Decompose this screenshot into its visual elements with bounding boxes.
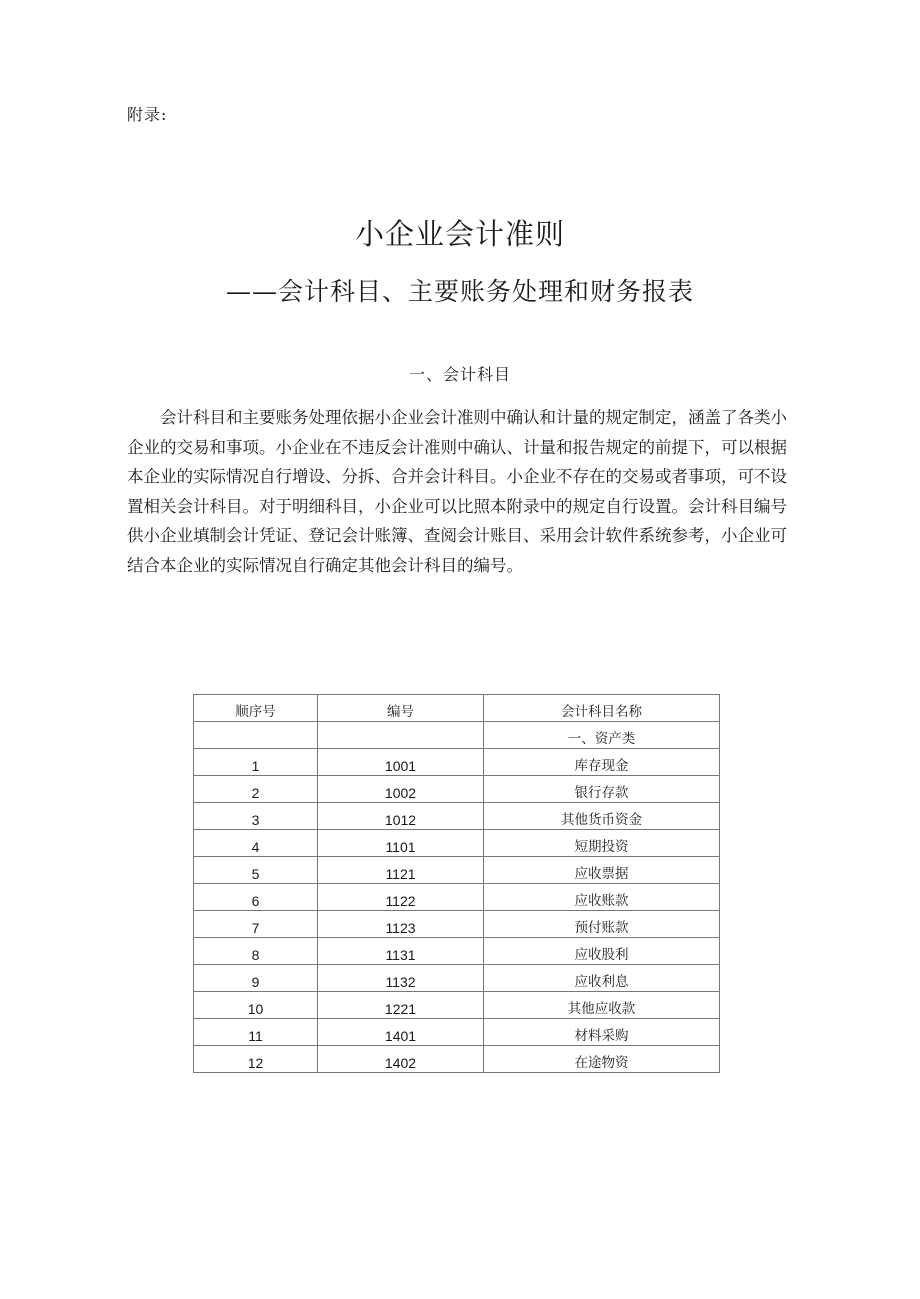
cell-name: 应收股利: [484, 938, 720, 965]
cell-code: 1132: [318, 965, 484, 992]
cell-code: 1122: [318, 884, 484, 911]
cell-seq: 11: [194, 1019, 318, 1046]
cell-seq: 10: [194, 992, 318, 1019]
table-row: [194, 1019, 720, 1046]
cell-name: 预付账款: [484, 911, 720, 938]
category-code: [318, 722, 484, 749]
table-row: [194, 992, 720, 1019]
category-name: 一、资产类: [484, 722, 720, 749]
cell-name: 库存现金: [484, 749, 720, 776]
cell-seq: 7: [194, 911, 318, 938]
table-row: [194, 830, 720, 857]
document-title: 小企业会计准则: [354, 217, 565, 251]
cell-seq: 4: [194, 830, 318, 857]
cell-name: 短期投资: [484, 830, 720, 857]
table-header-row: [194, 695, 720, 722]
cell-seq: 3: [194, 803, 318, 830]
table-row: [194, 803, 720, 830]
table-row: [194, 749, 720, 776]
cell-name: 在途物资: [484, 1046, 720, 1073]
cell-seq: 1: [194, 749, 318, 776]
cell-name: 其他应收款: [484, 992, 720, 1019]
table-row: [194, 938, 720, 965]
cell-name: 其他货币资金: [484, 803, 720, 830]
appendix-label: 附录:: [127, 105, 168, 124]
cell-name: 应收账款: [484, 884, 720, 911]
table-body: [194, 722, 720, 1073]
header-seq: 顺序号: [194, 695, 318, 722]
cell-seq: 12: [194, 1046, 318, 1073]
cell-code: 1221: [318, 992, 484, 1019]
cell-code: 1001: [318, 749, 484, 776]
table-row: [194, 884, 720, 911]
cell-name: 应收票据: [484, 857, 720, 884]
cell-code: 1012: [318, 803, 484, 830]
cell-code: 1402: [318, 1046, 484, 1073]
cell-name: 应收利息: [484, 965, 720, 992]
cell-code: 1121: [318, 857, 484, 884]
intro-paragraph: 会计科目和主要账务处理依据小企业会计准则中确认和计量的规定制定，涵盖了各类小企业的交易和事项。小企业在不违反会计准则中确认、计量和报告规定的前提下，可以根据本企业的实际情况自行增设、分拆、合并会计科目。小企业不存在的交易或者事项，可不设置相关会计科目。对于明细科目，小企业可以比照本附录中的规定自行设置。会计科目编号供小企业填制会计凭证、登记会计账簿、查阅会计账目、采用会计软件系统参考，小企业可结合本企业的实际情况自行确定其他会计科目的编号。: [127, 408, 787, 575]
cell-code: 1002: [318, 776, 484, 803]
table-row: [194, 776, 720, 803]
cell-seq: 2: [194, 776, 318, 803]
cell-code: 1101: [318, 830, 484, 857]
cell-seq: 8: [194, 938, 318, 965]
header-name: 会计科目名称: [484, 695, 720, 722]
cell-seq: 6: [194, 884, 318, 911]
accounts-table: [193, 694, 720, 1073]
cell-name: 银行存款: [484, 776, 720, 803]
document-subtitle: ——会计科目、主要账务处理和财务报表: [225, 277, 694, 306]
cell-name: 材料采购: [484, 1019, 720, 1046]
table-row: [194, 1046, 720, 1073]
table-row: [194, 965, 720, 992]
table-row: [194, 857, 720, 884]
cell-seq: 9: [194, 965, 318, 992]
cell-code: 1123: [318, 911, 484, 938]
section-heading: 一、会计科目: [408, 365, 511, 384]
cell-code: 1401: [318, 1019, 484, 1046]
header-code: 编号: [318, 695, 484, 722]
cell-code: 1131: [318, 938, 484, 965]
category-seq: [194, 722, 318, 749]
table-row: [194, 911, 720, 938]
cell-seq: 5: [194, 857, 318, 884]
category-row: [194, 722, 720, 749]
